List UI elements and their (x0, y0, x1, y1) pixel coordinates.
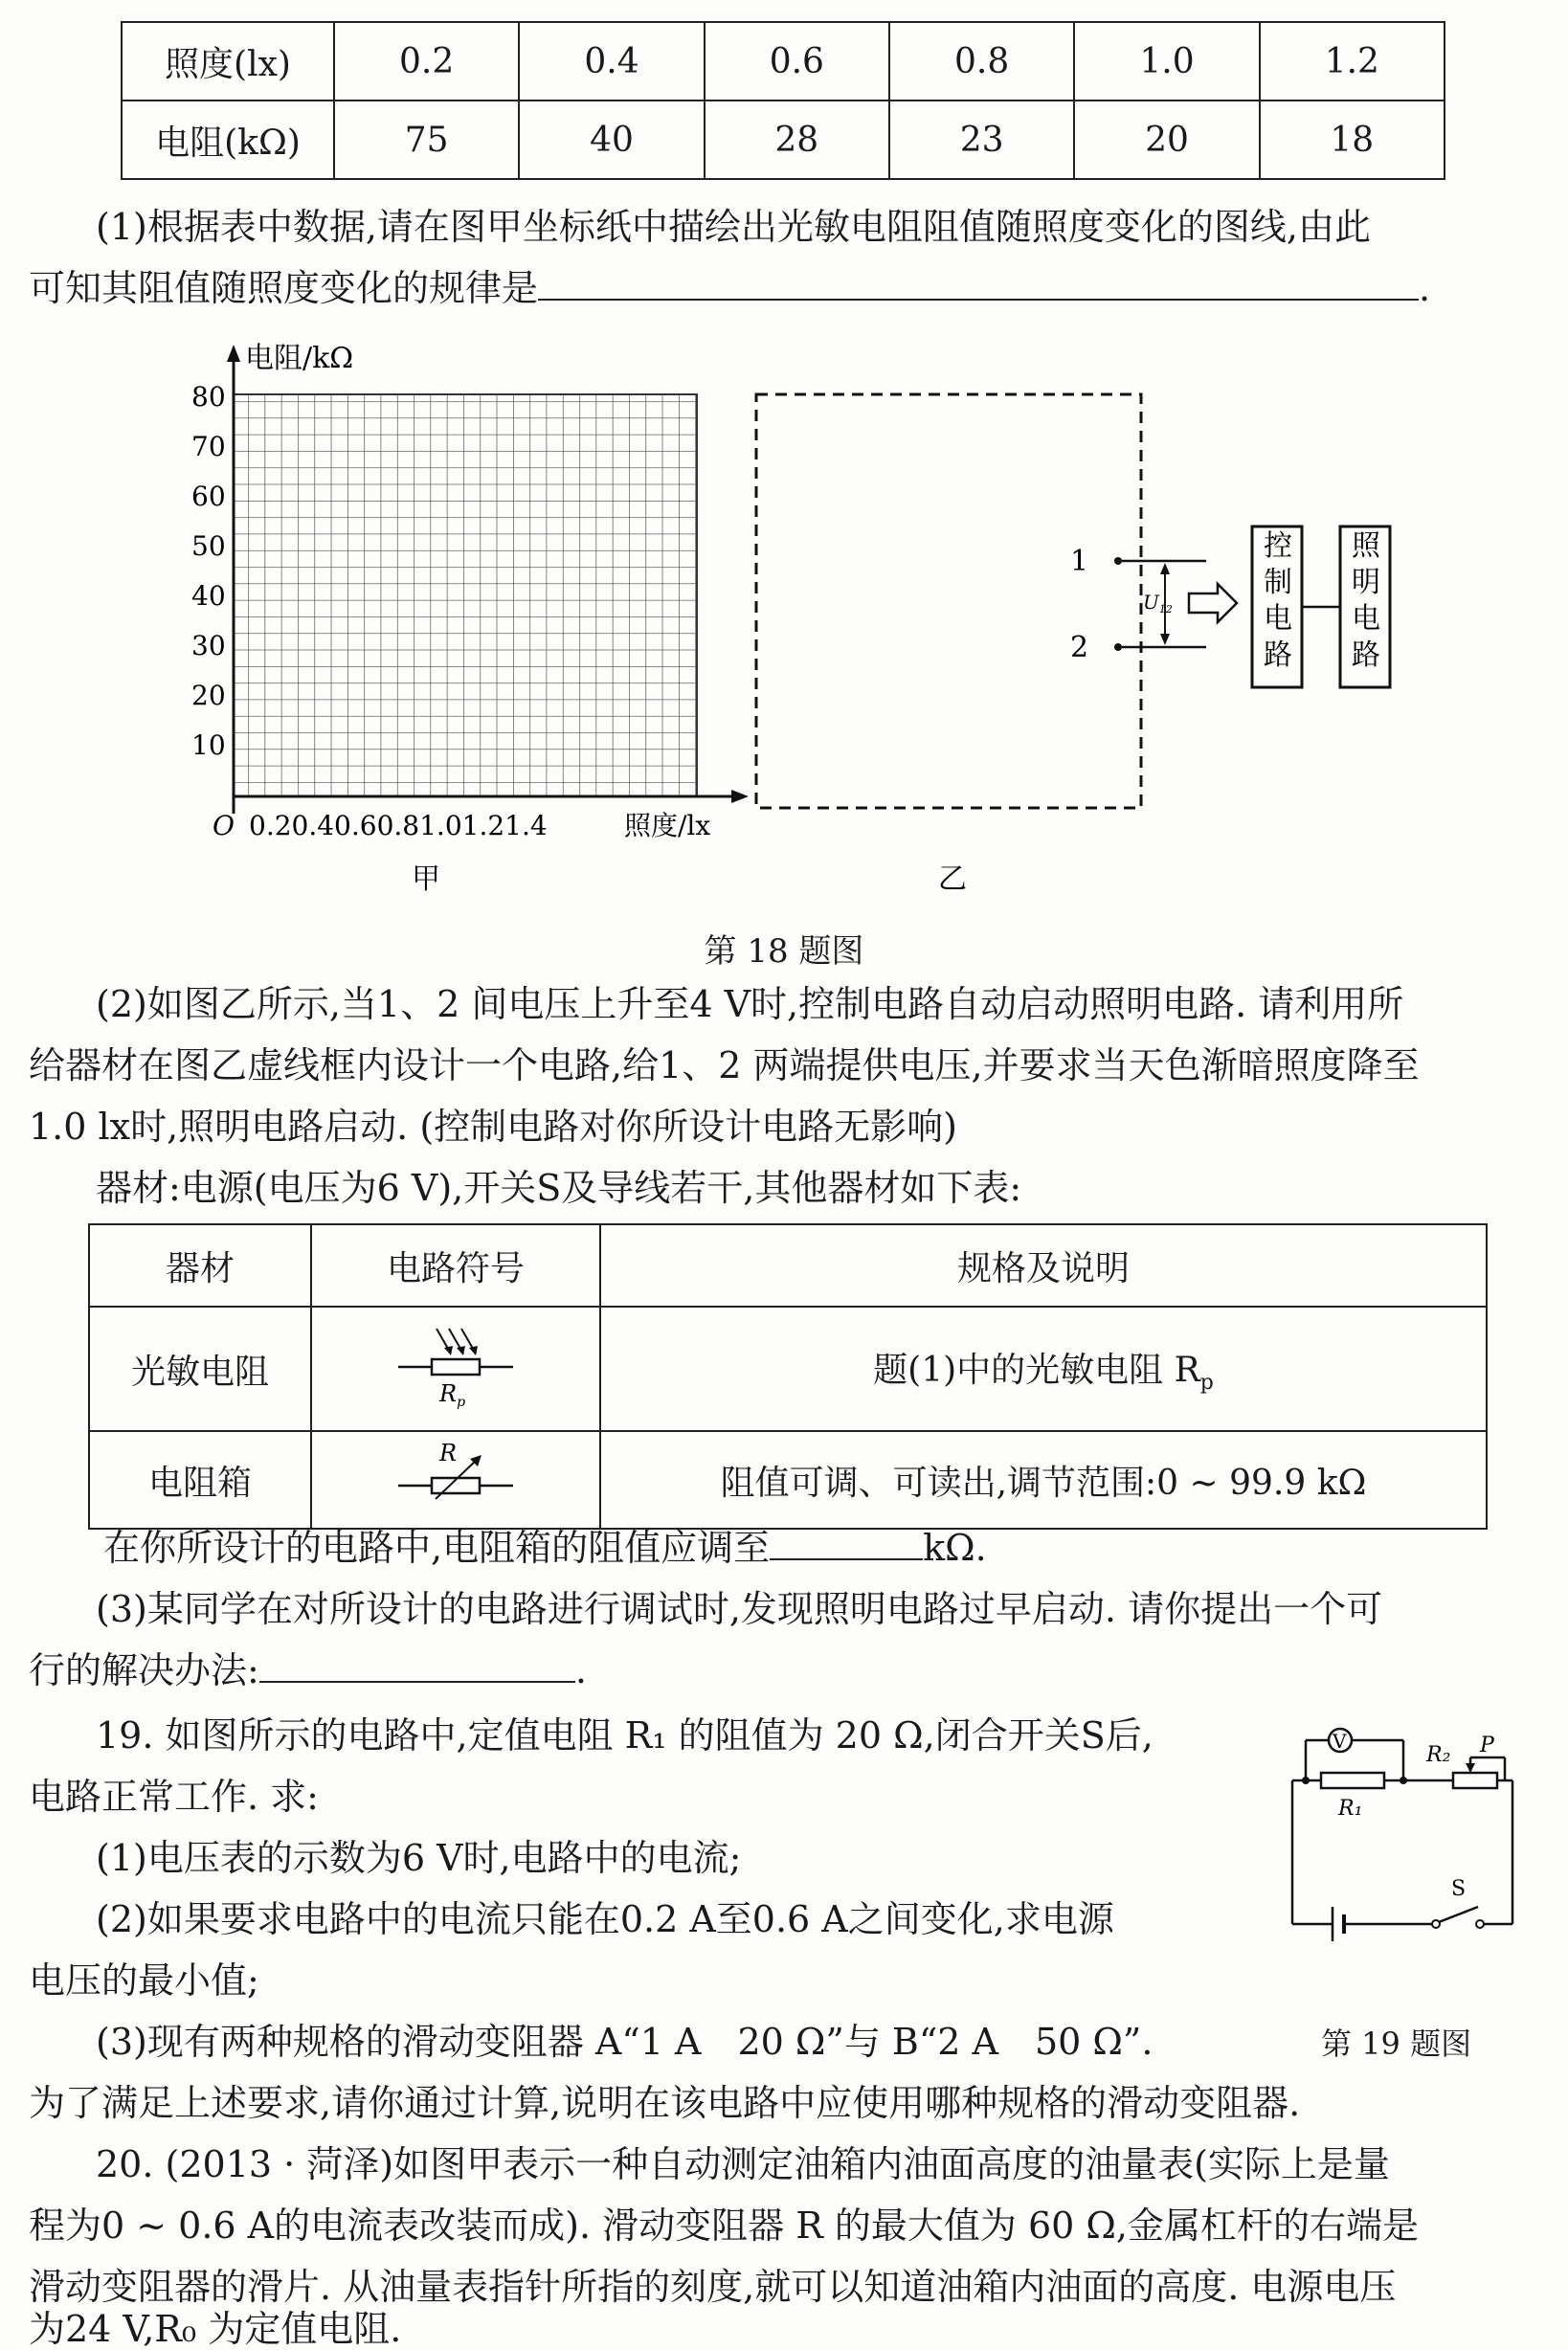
p-label: P (1480, 1734, 1494, 1757)
r1-resistor (1321, 1773, 1384, 1788)
lux-resistance-table (121, 21, 1445, 180)
box-char: 电 (1264, 602, 1292, 636)
x-ticks: 0.20.40.60.81.01.21.4 (249, 810, 548, 841)
voltmeter-label: V (1333, 1730, 1347, 1753)
switch-label: S (1451, 1877, 1467, 1901)
res-cell: 18 (1260, 101, 1445, 179)
q18-part2-line4: 器材:电源(电压为6 V),开关S及导线若干,其他器材如下表: (96, 1167, 1022, 1209)
header-cell: 电路符号 (311, 1224, 600, 1307)
row-label: 电阻(kΩ) (122, 101, 334, 179)
q20-line4: 为24 V,R₀ 为定值电阻. (29, 2308, 402, 2350)
graph-caption: 甲 (412, 862, 440, 896)
hollow-arrow-icon (1189, 584, 1237, 622)
table-row (122, 22, 1445, 101)
resistance-box-name: 电阻箱 (89, 1431, 311, 1529)
table-row (89, 1431, 1487, 1529)
res-cell: 23 (889, 101, 1074, 179)
photoresistor-symbol-cell (311, 1307, 600, 1431)
y-axis-label: 电阻/kΩ (245, 342, 354, 375)
svg-text:R: R (439, 1439, 458, 1466)
header-cell: 器材 (89, 1224, 311, 1307)
lux-cell: 0.6 (705, 22, 889, 101)
y-tick: 10 (191, 729, 226, 761)
voltage-label: $U_{12}$ (1143, 591, 1173, 615)
y-tick: 30 (191, 630, 226, 661)
y-tick: 80 (191, 381, 226, 413)
switch-icon (1439, 1907, 1478, 1922)
figure-18-caption: 第 18 题图 (704, 932, 864, 971)
box-char: 路 (1264, 638, 1292, 672)
r1-label: R₁ (1338, 1797, 1363, 1821)
arrow-up-icon (1160, 563, 1170, 574)
box-char: 路 (1352, 638, 1380, 672)
q19-line7: 为了满足上述要求,请你通过计算,说明在该电路中应使用哪种规格的滑动变阻器. (29, 2082, 1301, 2124)
header-cell: 规格及说明 (600, 1224, 1487, 1307)
answer-blank[interactable] (259, 1681, 575, 1683)
q19-line5: 电压的最小值; (29, 1959, 259, 2002)
design-dashed-box[interactable] (756, 394, 1141, 808)
svg-text:Rp: $R_p$ (439, 1379, 466, 1410)
q18-part2-line2: 给器材在图乙虚线框内设计一个电路,给1、2 两端提供电压,并要求当天色渐暗照度降至 (29, 1044, 1420, 1086)
terminal-2 (1114, 643, 1122, 651)
lux-cell: 1.0 (1074, 22, 1259, 101)
res-cell: 28 (705, 101, 889, 179)
y-tick: 40 (191, 580, 226, 612)
grid-paper[interactable] (234, 394, 697, 796)
r2-label: R₂ (1426, 1743, 1451, 1767)
q19-line3: (1)电压表的示数为6 V时,电路中的电流; (96, 1837, 742, 1879)
table-row (122, 101, 1445, 179)
q20-line1: 20. (2013 · 菏泽)如图甲表示一种自动测定油箱内油面高度的油量表(实际上是量 (96, 2143, 1390, 2185)
row-label: 照度(lx) (122, 22, 334, 101)
answer-blank[interactable] (538, 299, 1419, 301)
q18-part1-line2 (29, 258, 1430, 318)
q18-part2-answer-line (103, 1518, 987, 1578)
lux-cell: 1.2 (1260, 22, 1445, 101)
terminal-1-label: 1 (1070, 545, 1089, 578)
table-row (89, 1224, 1487, 1307)
q19-line2: 电路正常工作. 求: (29, 1776, 319, 1818)
unit: kΩ. (923, 1527, 987, 1569)
photoresistor-desc: 题(1)中的光敏电阻 $R_p$ (600, 1307, 1487, 1431)
q20-line2: 程为0 ~ 0.6 A的电流表改装而成). 滑动变阻器 R 的最大值为 60 Ω,金属杠杆的右端是 (29, 2205, 1419, 2247)
y-arrow-icon (227, 345, 240, 362)
figure-yi (747, 383, 1436, 900)
res-cell: 75 (334, 101, 519, 179)
figure-yi-caption: 乙 (938, 862, 967, 896)
q18-part1-text: 可知其阻值随照度变化的规律是 (29, 267, 539, 309)
graph-jia (182, 335, 756, 900)
photoresistor-symbol-icon (393, 1317, 518, 1413)
resistance-box-symbol-cell (311, 1431, 600, 1529)
q19-line6: (3)现有两种规格的滑动变阻器 A“1 A 20 Ω”与 B“2 A 50 Ω”. (96, 2021, 1154, 2063)
box-char: 明 (1352, 566, 1380, 599)
q18-part1-line1: (1)根据表中数据,请在图甲坐标纸中描绘出光敏电阻阻值随照度变化的图线,由此 (96, 206, 1371, 248)
r2-rheostat (1453, 1773, 1497, 1788)
res-cell: 40 (519, 101, 704, 179)
box-char: 控 (1264, 529, 1292, 563)
x-axis-label: 照度/lx (624, 810, 711, 841)
resistance-box-symbol-icon (393, 1438, 518, 1514)
q18-part3-text: 行的解决办法: (29, 1649, 259, 1691)
terminal-1 (1114, 557, 1122, 565)
lux-cell: 0.8 (889, 22, 1074, 101)
lux-cell: 0.2 (334, 22, 519, 101)
y-tick: 70 (191, 431, 226, 462)
q18-part3-line2 (29, 1641, 587, 1700)
res-cell: 20 (1074, 101, 1259, 179)
y-tick: 20 (191, 680, 226, 711)
y-tick: 60 (191, 481, 226, 512)
period: . (574, 1649, 587, 1691)
box-char: 制 (1264, 566, 1292, 599)
q18-part3-line1: (3)某同学在对所设计的电路进行调试时,发现照明电路过早启动. 请你提出一个可 (96, 1588, 1383, 1630)
answer-blank[interactable] (770, 1558, 923, 1560)
q19-line1: 19. 如图所示的电路中,定值电阻 R₁ 的阻值为 20 Ω,闭合开关S后, (96, 1714, 1154, 1757)
origin-label: O (213, 810, 235, 841)
q19-circuit (1283, 1704, 1522, 1953)
resistance-box-desc: 阻值可调、可读出,调节范围:0 ~ 99.9 kΩ (600, 1431, 1487, 1529)
q18-part2-text: 在你所设计的电路中,电阻箱的阻值应调至 (103, 1527, 771, 1569)
terminal-2-label: 2 (1070, 631, 1089, 664)
q18-part2-line1: (2)如图乙所示,当1、2 间电压上升至4 V时,控制电路自动启动照明电路. 请利用所 (96, 983, 1404, 1025)
y-tick: 50 (191, 530, 226, 562)
lux-cell: 0.4 (519, 22, 704, 101)
box-char: 照 (1352, 529, 1380, 563)
photoresistor-name: 光敏电阻 (89, 1307, 311, 1431)
q19-line4: (2)如果要求电路中的电流只能在0.2 A至0.6 A之间变化,求电源 (96, 1898, 1114, 1940)
box-char: 电 (1352, 602, 1380, 636)
slider-arrow-icon (1466, 1763, 1475, 1773)
q18-part2-line3: 1.0 lx时,照明电路启动. (控制电路对你所设计电路无影响) (29, 1106, 957, 1148)
q20-line3: 滑动变阻器的滑片. 从油量表指针所指的刻度,就可以知道油箱内油面的高度. 电源电压 (29, 2266, 1397, 2308)
figure-19-caption: 第 19 题图 (1321, 2025, 1472, 2062)
equipment-table (88, 1223, 1488, 1530)
period: . (1419, 267, 1431, 309)
arrow-down-icon (1160, 634, 1170, 645)
table-row (89, 1307, 1487, 1431)
